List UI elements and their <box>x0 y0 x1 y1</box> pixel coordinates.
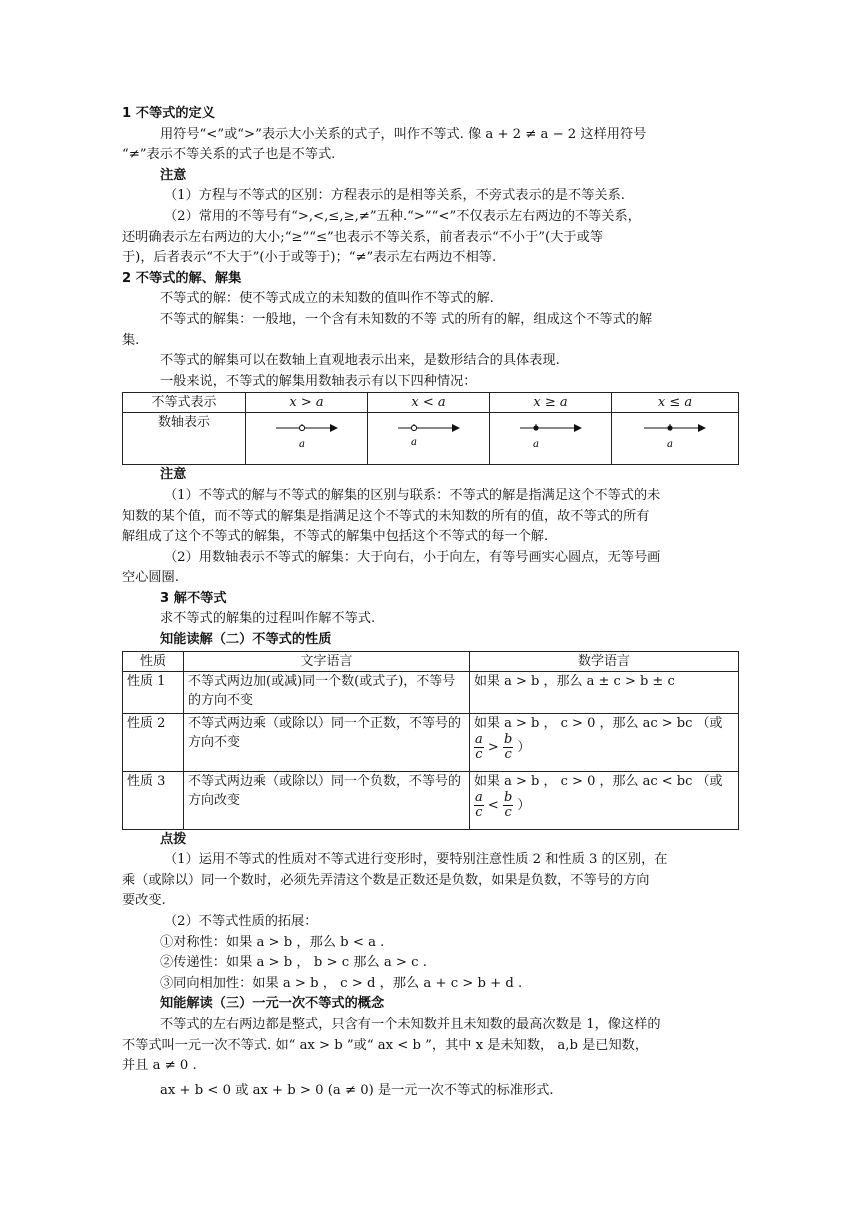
property-text: 不等式两边乘（或除以）同一个负数，不等号的方向改变 <box>184 771 470 829</box>
number-line-graphic <box>394 416 464 452</box>
math-expression: 如果 a > b ，那么 a ± c > b ± c <box>474 673 675 689</box>
property-name: 性质 1 <box>123 671 184 713</box>
table-cell: x < a <box>368 393 490 413</box>
note-item: （2）用数轴表示不等式的解集：大于向右，小于向左，有等号画实心圆点，无等号画 <box>164 549 661 565</box>
paragraph: 求不等式的解集的过程叫作解不等式. <box>160 611 376 627</box>
property-name: 性质 2 <box>123 713 184 771</box>
section-title-definition: 1 不等式的定义 <box>122 106 215 121</box>
note-heading: 注意 <box>160 167 187 183</box>
paragraph: 不等式的解：使不等式成立的未知数的值叫作不等式的解. <box>160 291 494 307</box>
axis-label: a <box>410 437 417 449</box>
table-cell: x > a <box>246 393 368 413</box>
table-header: 不等式表示 <box>123 393 246 413</box>
number-line-graphic <box>272 416 342 452</box>
paragraph: 不等式的解集可以在数轴上直观地表示出来，是数形结合的具体表现. <box>160 353 560 369</box>
note-item-cont: 还明确表示左右两边的大小;“≥”“≤”也表示不等关系，前者表示“不小于”(大于或等 <box>122 229 603 245</box>
fraction: $\frac{b}{c}$ <box>503 789 513 820</box>
table-cell: x ≥ a <box>490 393 612 413</box>
document-page <box>122 104 739 1101</box>
section-title-linear-inequality: 知能解读（三）一元一次不等式的概念 <box>160 996 385 1012</box>
tip-item-cont: 要改变. <box>122 893 166 909</box>
paragraph: 不等式叫一元一次不等式. 如“ ax > b ”或“ ax < b ”，其中 x 是未知数， a,b 是已知数， <box>122 1037 649 1053</box>
note-item: （2）常用的不等号有“>,<,≤,≥,≠”五种.“>”“<”不仅表示左右两边的不等关系， <box>164 208 641 224</box>
tip-item-cont: 乘（或除以）同一个数时，必须先弄清这个数是正数还是负数，如果是负数，不等号的方向 <box>122 872 650 888</box>
fraction: $\frac{b}{c}$ <box>503 731 513 762</box>
paragraph: 一般来说，不等式的解集用数轴表示有以下四种情况： <box>160 373 477 389</box>
table-header: 性质 <box>123 651 184 671</box>
number-line-graphic <box>516 416 586 452</box>
number-line-le <box>612 413 739 465</box>
paragraph: 并且 a ≠ 0 . <box>122 1058 197 1074</box>
table-header: 文字语言 <box>184 651 470 671</box>
note-heading: 注意 <box>160 467 187 483</box>
tip-item: （1）运用不等式的性质对不等式进行变形时，要特别注意性质 2 和性质 3 的区别，在 <box>164 852 668 868</box>
paragraph: “≠”表示不等关系的式子也是不等式. <box>122 147 336 163</box>
paragraph: 不等式的解集：一般地，一个含有未知数的不等 式的所有的解，组成这个不等式的解 <box>160 311 653 327</box>
fraction: $\frac{a}{c}$ <box>475 789 483 820</box>
section-title-properties: 知能读解（二）不等式的性质 <box>160 632 332 648</box>
table-header: 数学语言 <box>470 651 739 671</box>
table-header: 数轴表示 <box>123 413 246 465</box>
math-expression: 如果 a > b ， c > 0 ，那么 ac > bc （或 <box>474 715 723 731</box>
properties-table <box>122 651 739 830</box>
property-ext-item: ②传递性：如果 a > b ， b > c 那么 a > c . <box>160 955 427 971</box>
property-math <box>470 713 739 771</box>
table-cell: x ≤ a <box>612 393 739 413</box>
section-title-tips: 点拨 <box>160 831 187 847</box>
note-item: （1）方程与不等式的区别：方程表示的是相等关系，不旁式表示的是不等关系. <box>164 188 625 204</box>
number-line-graphic <box>640 416 710 452</box>
math-expression: 如果 a > b ， c > 0 ，那么 ac < bc （或 <box>474 773 723 789</box>
property-ext-item: ③同向相加性：如果 a > b ， c > d ，那么 a + c > b + d . <box>160 975 523 991</box>
axis-label: a <box>667 439 673 451</box>
property-text: 不等式两边加(或减)同一个数(或式子)，不等号的方向不变 <box>184 671 470 713</box>
property-name: 性质 3 <box>123 771 184 829</box>
property-text: 不等式两边乘（或除以）同一个正数，不等号的方向不变 <box>184 713 470 771</box>
property-math <box>470 671 739 713</box>
paragraph: 不等式的左右两边都是整式，只含有一个未知数并且未知数的最高次数是 1，像这样的 <box>160 1017 661 1032</box>
axis-label: a <box>532 439 539 451</box>
section-title-solution: 2 不等式的解、解集 <box>122 270 242 286</box>
number-line-lt <box>368 413 490 465</box>
section-title-solve: 3 解不等式 <box>160 590 227 606</box>
inequality-sign: < <box>487 797 499 813</box>
note-item-cont: 知数的某个值，而不等式的解集是指满足这个不等式的未知数的所有的值，故不等式的所有 <box>122 508 650 524</box>
number-line-gt <box>246 413 368 465</box>
standard-form: ax + b < 0 或 ax + b > 0 (a ≠ 0) 是一元一次不等式的标准形式. <box>160 1082 554 1098</box>
paragraph: 用符号“<”或“>”表示大小关系的式子，叫作不等式. 像 a + 2 ≠ a − 2 这样用符号 <box>160 126 647 142</box>
tip-item: （2）不等式性质的拓展： <box>164 914 318 930</box>
number-line-table <box>122 392 739 465</box>
note-item-cont: 空心圆圈. <box>122 570 179 586</box>
note-item: （1）不等式的解与不等式的解集的区别与联系：不等式的解是指满足这个不等式的未 <box>164 487 661 503</box>
fraction: $\frac{a}{c}$ <box>475 731 483 762</box>
number-line-ge <box>490 413 612 465</box>
note-item-cont: 解组成了这个不等式的解集，不等式的解集中包括这个不等式的每一个解. <box>122 529 549 545</box>
inequality-sign: > <box>487 739 499 755</box>
note-item-cont: 于)，后者表示“不大于”(小于或等于)；“≠”表示左右两边不相等. <box>122 250 497 266</box>
close-paren: ） <box>517 739 531 755</box>
paragraph: 集. <box>122 332 140 348</box>
close-paren: ） <box>517 797 531 813</box>
property-math <box>470 771 739 829</box>
property-ext-item: ①对称性：如果 a > b ，那么 b < a . <box>160 934 385 950</box>
axis-label: a <box>298 439 305 451</box>
